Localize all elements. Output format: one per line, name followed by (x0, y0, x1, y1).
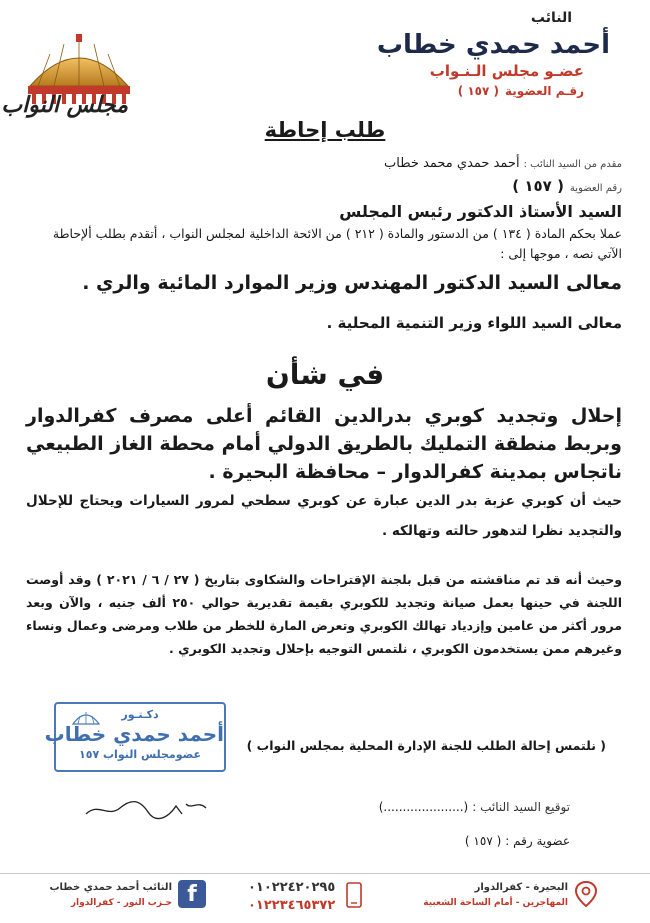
membership-line (512, 176, 622, 195)
footer-phone-1: ٠١٠٢٢٤٢٠٢٩٥ (248, 880, 336, 895)
membership2-label: عضوية رقم : (505, 834, 570, 848)
location-pin-icon (574, 880, 598, 908)
minister-2: معالى السيد اللواء وزير التنمية المحلية . (326, 314, 622, 332)
submitted-by-line (384, 152, 622, 171)
stamp-member: عضومجلس النواب ١٥٧ (79, 748, 201, 761)
facebook-sub: حـزب النور - كفرالدوار (70, 898, 172, 908)
mp-member-label: رقـم العضوية (505, 84, 584, 98)
stamp-name: أحمد حمدي خطاب (44, 722, 224, 746)
signature-value: (.....................) (378, 800, 469, 814)
official-stamp (44, 702, 226, 772)
subject-paragraph: إحلال وتجديد كوبري بدرالدين القائم أعلى مصرف كفرالدوار وبربط منطقة التمليك بالطريق الدولي أمام محطة الغاز الطبيعي ناتجاس بمدينة كفرالدوار – محافظة البحيرة . (26, 405, 622, 483)
addressee: السيد الأستاذ الدكتور رئيس المجلس (339, 202, 622, 221)
facebook-icon[interactable]: f (178, 880, 206, 908)
signature-line (379, 800, 570, 814)
stamp-title: دكـتـور (121, 708, 159, 721)
mp-member-number: ( ١٥٧ ) (457, 84, 500, 98)
footer-address-1: البحيرة - كفرالدوار (474, 882, 568, 893)
signature-label: توقيع السيد النائب : (472, 800, 570, 814)
minister-1: معالى السيد الدكتور المهندس وزير الموارد المائية والري . (82, 272, 622, 294)
document-title: طلب إحاطة (264, 118, 386, 142)
membership2-value: ( ١٥٧ ) (464, 834, 502, 848)
footer-address-2: المهاجرين - أمام الساحة الشعبية (423, 898, 568, 908)
body-paragraph-2: وحيث أنه قد تم مناقشته من قبل بلجنة الإقتراحات والشكاوى بتاريخ ( ٢٧ / ٦ / ٢٠٢١ ) وقد أوصت اللجنة في حينها بعمل صيانة وتجديد للكوبري بقيمة تقديرية حوالي ٢٥٠ ألف جنيه ، والآن وبعد مرور أكثر من عامين وإزدياد تهالك الكوبري وتعرض المارة للخطر من طلاب ومرضى وعمال ونساء وغيرهم ممن يستخدمون الكوبري ، نلتمس التوجيه بإحلال وتجديد الكوبري . (26, 572, 623, 656)
membership-value: ( ١٥٧ ) (512, 177, 564, 195)
submitted-by-value: أحمد حمدي محمد خطاب (384, 156, 520, 171)
referral-request: ( نلتمس إحالة الطلب للجنة الإدارة المحلية بمجلس النواب ) (246, 738, 606, 753)
facebook-name: النائب أحمد حمدي خطاب (49, 882, 172, 893)
body-paragraph-1: حيث أن كوبري عزبة بدر الدين عبارة عن كوبري سطحي لمرور السيارات ويحتاج للإحلال والتجديد نظرا لتدهور حالته وتهالكه . (26, 493, 622, 539)
membership-line-2 (465, 834, 570, 848)
intro-paragraph: عملا بحكم المادة ( ١٣٤ ) من الدستور والمادة ( ٢١٢ ) من الائحة الداخلية لمجلس النواب ، أتقدم بطلب ألإحاطة الآتي نصه ، موجها إلى : (52, 226, 622, 261)
regarding-heading: في شأن (265, 358, 385, 391)
mobile-phone-icon (346, 882, 362, 908)
membership-label: رقم العضوية (569, 183, 622, 194)
mp-name: أحمد حمدي خطاب (376, 30, 610, 60)
footer-divider (0, 873, 650, 874)
submitted-by-label: مقدم من السيد النائب : (523, 159, 622, 170)
handwritten-signature-icon (78, 796, 218, 822)
mp-role: عضـو مجلس الـنـواب (429, 62, 584, 80)
logo-text: مجلس النواب (1, 92, 128, 118)
mp-label: النائب (530, 10, 572, 26)
mp-member-line (458, 84, 584, 98)
footer-phone-2: ٠١٢٢٣٤٦٥٣٧٢ (248, 898, 336, 913)
